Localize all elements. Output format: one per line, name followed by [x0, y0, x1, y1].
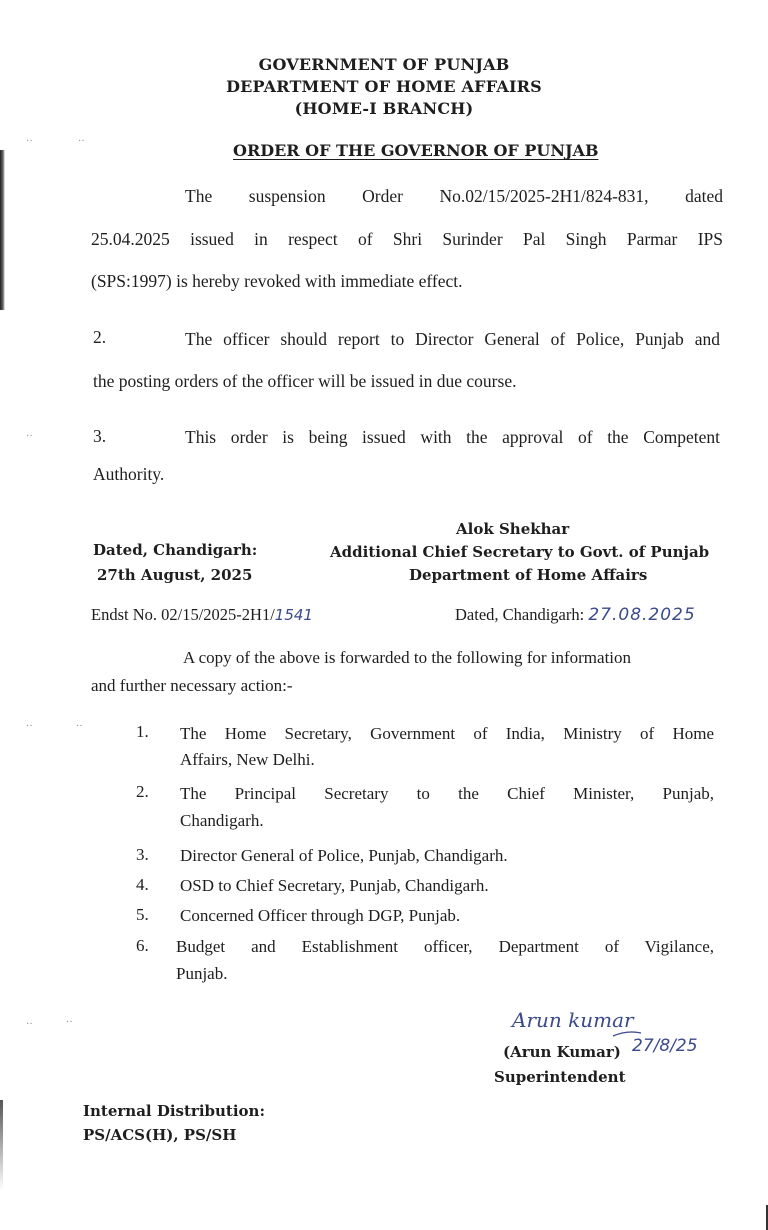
list-item-line1: The Principal Secretary to the Chief Minister, Punjab, — [180, 784, 714, 803]
list-item-line1: Budget and Establishment officer, Department of Vigilance, — [176, 937, 714, 956]
internal-distribution-label: Internal Distribution: — [83, 1102, 265, 1120]
scan-speck: ·· — [26, 431, 33, 442]
endorsement-dated-label: Dated, Chandigarh: — [455, 605, 585, 624]
list-item-line2: Punjab. — [176, 964, 228, 983]
endorsement-number-handwritten: 1541 — [274, 606, 313, 624]
para1-line1: The suspension Order No.02/15/2025-2H1/824-831, dated — [185, 186, 723, 206]
scan-speck: ·· — [66, 1017, 73, 1028]
para1-line3: (SPS:1997) is hereby revoked with immediate effect. — [91, 271, 463, 291]
list-item-line1: The Home Secretary, Government of India, Ministry of Home — [180, 724, 714, 743]
para3-number: 3. — [93, 426, 107, 446]
signatory2-name: (Arun Kumar) — [503, 1043, 621, 1061]
list-item-number: 1. — [136, 722, 149, 741]
signatory-title: Additional Chief Secretary to Govt. of Punjab — [330, 543, 710, 561]
scan-speck: ·· — [78, 136, 85, 147]
header-government: GOVERNMENT OF PUNJAB — [258, 55, 510, 74]
handwritten-signature: Arun kumar — [512, 1008, 634, 1032]
handwritten-signature-date: 27/8/25 — [632, 1036, 698, 1056]
list-item-line2: Affairs, New Delhi. — [180, 750, 315, 769]
signatory2-title: Superintendent — [494, 1068, 626, 1086]
copy-intro-line1: A copy of the above is forwarded to the following for information — [183, 648, 632, 667]
dated-date: 27th August, 2025 — [97, 566, 253, 584]
para2-line2: the posting orders of the officer will be issued in due course. — [93, 371, 517, 391]
scan-speck: ·· — [26, 721, 33, 732]
list-item-line1: Concerned Officer through DGP, Punjab. — [180, 906, 461, 925]
list-item-line2: Chandigarh. — [180, 811, 264, 830]
endorsement-date-handwritten: 27.08.2025 — [588, 605, 696, 625]
list-item-number: 6. — [136, 936, 149, 955]
signatory-name: Alok Shekhar — [456, 520, 570, 538]
endorsement-dated — [455, 605, 696, 625]
order-title: ORDER OF THE GOVERNOR OF PUNJAB — [233, 141, 599, 160]
header-branch: (HOME-I BRANCH) — [294, 99, 474, 118]
para3-line1: This order is being issued with the approval of the Competent — [185, 427, 720, 447]
list-item-number: 4. — [136, 875, 149, 894]
scan-speck: ·· — [26, 1019, 33, 1030]
copy-intro-line2: and further necessary action:- — [91, 676, 293, 695]
scan-shadow-left — [0, 150, 5, 310]
para2-line1: The officer should report to Director General of Police, Punjab and — [185, 329, 720, 349]
list-item-line1: Director General of Police, Punjab, Chandigarh. — [180, 846, 508, 865]
scan-shadow-left-bottom — [0, 1100, 3, 1190]
dated-label: Dated, Chandigarh: — [93, 541, 258, 559]
internal-distribution-value: PS/ACS(H), PS/SH — [83, 1126, 237, 1144]
list-item-number: 2. — [136, 782, 149, 801]
list-item-number: 3. — [136, 845, 149, 864]
endorsement-number-label — [91, 605, 313, 625]
para3-line2: Authority. — [93, 464, 165, 484]
header-department: DEPARTMENT OF HOME AFFAIRS — [226, 77, 542, 96]
scan-speck: ·· — [26, 136, 33, 147]
signatory-department: Department of Home Affairs — [409, 566, 648, 584]
list-item-line1: OSD to Chief Secretary, Punjab, Chandigarh. — [180, 876, 489, 895]
list-item-number: 5. — [136, 905, 149, 924]
scan-speck: ·· — [76, 721, 83, 732]
para2-number: 2. — [93, 327, 107, 347]
endorsement-prefix: Endst No. 02/15/2025-2H1/ — [91, 605, 275, 624]
para1-line2: 25.04.2025 issued in respect of Shri Surinder Pal Singh Parmar IPS — [91, 229, 723, 249]
